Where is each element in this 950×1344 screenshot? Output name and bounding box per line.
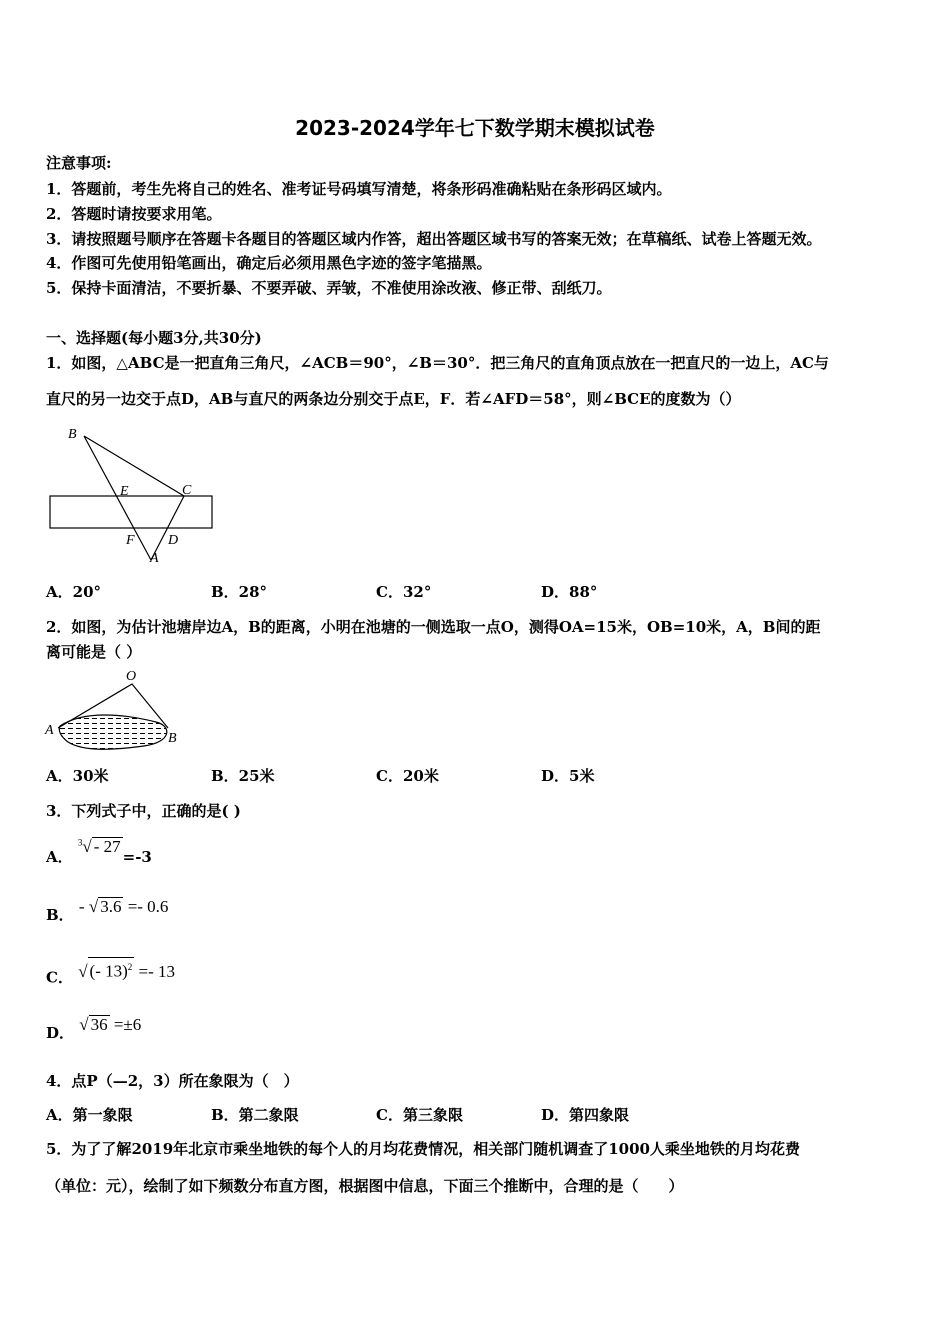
q4-option-a: A．第一象限	[46, 1106, 133, 1124]
q3-c-radicand: (- 13)	[89, 961, 128, 981]
q3-option-a	[46, 837, 152, 867]
q5-line2: （单位：元），绘制了如下频数分布直方图，根据图中信息，下面三个推断中，合理的是（ ）	[46, 1177, 684, 1195]
q3-a-root-index: 3	[77, 837, 83, 848]
q1-option-b: B．28°	[211, 583, 268, 601]
q4-option-d: D．第四象限	[541, 1106, 630, 1124]
q3-c-exponent: 2	[127, 962, 133, 972]
page-title: 2023-2024学年七下数学期末模拟试卷	[295, 116, 655, 140]
q2-option-b: B．25米	[211, 767, 275, 785]
q1-line1: 1．如图，△ABC是一把直角三角尺，∠ACB＝90°，∠B＝30°．把三角尺的直角顶点放在一把直尺的一边上，AC与	[46, 354, 829, 372]
q2-line2: 离可能是（ ）	[46, 643, 142, 661]
q4-stem: 4．点P（—2，3）所在象限为（ ）	[46, 1072, 299, 1090]
q1-fig-label-d: D	[168, 533, 179, 548]
notice-item-5: 5．保持卡面清洁，不要折暴、不要弄破、弄皱，不准使用涂改液、修正带、刮纸刀。	[46, 279, 612, 297]
notice-heading: 注意事项:	[46, 154, 112, 172]
q1-option-c: C．32°	[376, 583, 432, 601]
q2-fig-label-o: O	[126, 669, 137, 684]
q1-line2: 直尺的另一边交于点D，AB与直尺的两条边分别交于点E，F．若∠AFD＝58°，则∠BCE的度数为（）	[46, 390, 741, 408]
q1-fig-label-f: F	[126, 533, 135, 548]
q3-c-radicand-wrap	[88, 957, 135, 981]
notice-item-1: 1．答题前，考生先将自己的姓名、准考证号码填写清楚，将条形码准确粘贴在条形码区域内。	[46, 180, 672, 198]
q3-option-c	[46, 963, 175, 988]
q1-figure	[44, 420, 234, 570]
q3-c-label: C．	[46, 968, 73, 987]
q1-option-d: D．88°	[541, 583, 598, 601]
q3-a-expr: $^3$√ - 27	[77, 837, 121, 856]
q3-b-label: B．	[46, 906, 74, 924]
q2-option-d: D．5米	[541, 767, 595, 785]
q3-option-b	[46, 897, 169, 925]
q2-figure	[44, 666, 194, 750]
q1-fig-label-e: E	[120, 484, 129, 499]
q5-line1: 5．为了了解2019年北京市乘坐地铁的每个人的月均花费情况，相关部门随机调查了1000人乘坐地铁的月均花费	[46, 1140, 800, 1158]
q3-a-rhs: =-3	[122, 848, 152, 866]
q3-b-rhs: =- 0.6	[127, 897, 169, 916]
q3-b-minus: -	[78, 897, 85, 916]
q1-fig-label-a: A	[150, 551, 159, 566]
q2-fig-label-b: B	[168, 731, 177, 746]
q1-option-a: A．20°	[46, 583, 102, 601]
q3-c-expr: √ (- 13)$^2$ =- 13	[78, 962, 175, 981]
q4-option-c: C．第三象限	[376, 1106, 463, 1124]
section-heading: 一、选择题(每小题3分,共30分)	[46, 329, 262, 347]
notice-item-4: 4．作图可先使用铅笔画出，确定后必须用黑色字迹的签字笔描黑。	[46, 254, 492, 272]
q2-line1: 2．如图，为估计池塘岸边A，B的距离，小明在池塘的一侧选取一点O，测得OA=15米，OB=10米，A，B间的距	[46, 618, 821, 636]
q4-option-b: B．第二象限	[211, 1106, 299, 1124]
q3-d-radicand: 36	[90, 1015, 108, 1034]
q3-d-rhs: =±6	[113, 1015, 142, 1034]
q3-stem: 3．下列式子中，正确的是( )	[46, 802, 241, 820]
notice-item-3: 3．请按照题号顺序在答题卡各题目的答题区域内作答，超出答题区域书写的答案无效；在草稿纸、试卷上答题无效。	[46, 230, 822, 248]
q3-b-radicand: 3.6	[100, 897, 122, 916]
q1-fig-label-b: B	[68, 427, 77, 442]
q3-a-label: A．	[46, 848, 73, 866]
q3-option-d	[46, 1015, 142, 1043]
q1-fig-label-c: C	[182, 483, 192, 498]
q3-d-expr: √ 36 =±6	[79, 1015, 142, 1034]
notice-item-2: 2．答题时请按要求用笔。	[46, 205, 222, 223]
q3-c-rhs: =- 13	[138, 961, 176, 981]
q3-a-radicand: - 27	[93, 837, 121, 856]
q2-option-c: C．20米	[376, 767, 439, 785]
q2-fig-label-a: A	[45, 723, 54, 738]
q2-option-a: A．30米	[46, 767, 109, 785]
q3-d-label: D．	[46, 1024, 75, 1042]
q3-b-expr: - √ 3.6 =- 0.6	[78, 897, 169, 916]
